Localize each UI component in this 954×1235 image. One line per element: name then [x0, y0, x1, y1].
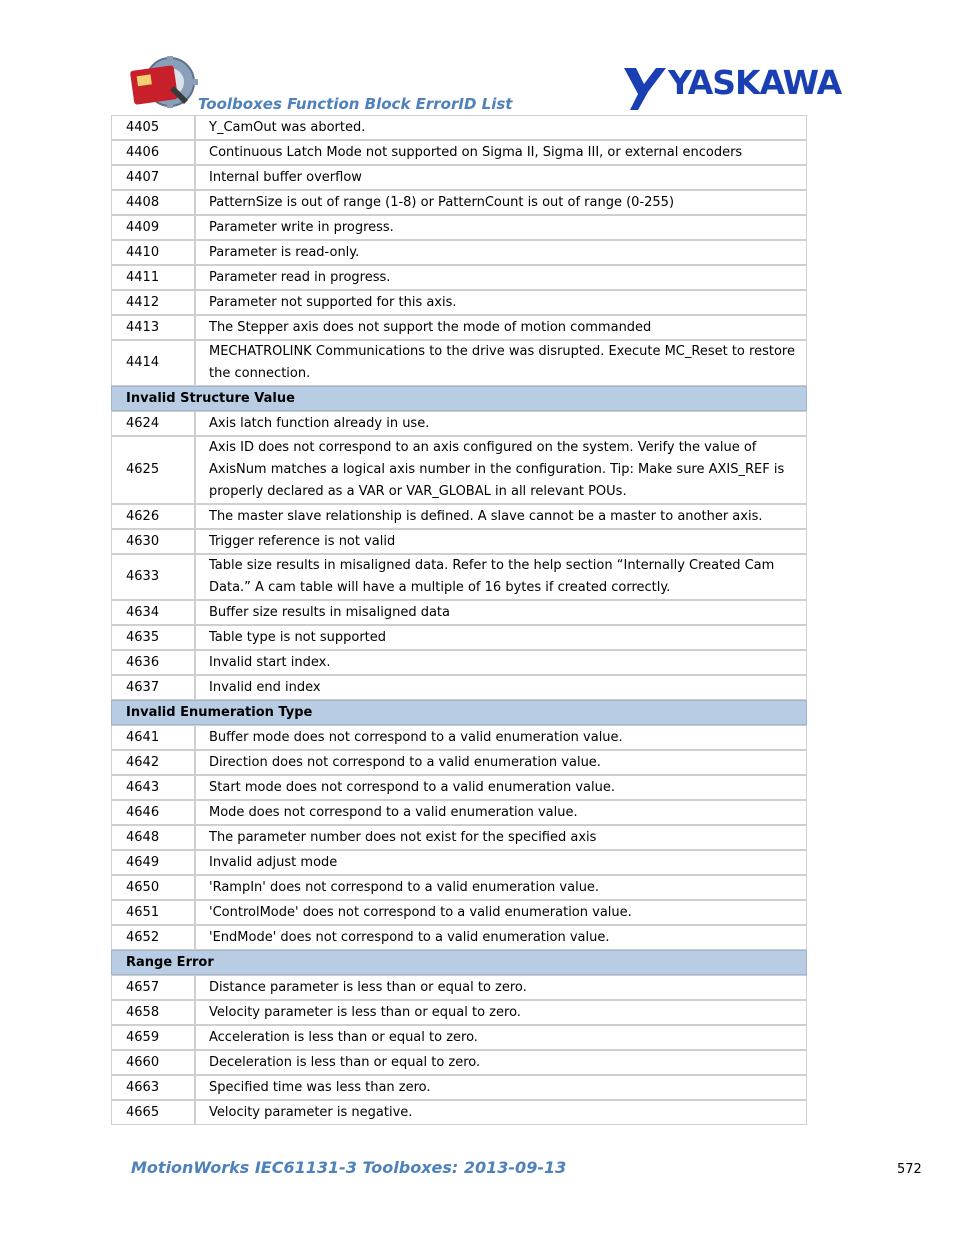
error-description: Parameter is read-only. — [195, 240, 807, 265]
error-code: 4409 — [111, 215, 195, 240]
table-row — [111, 800, 807, 825]
error-code: 4407 — [111, 165, 195, 190]
error-description: Internal buffer overflow — [195, 165, 807, 190]
error-description: Specified time was less than zero. — [195, 1075, 807, 1100]
error-code: 4406 — [111, 140, 195, 165]
toolbox-logo-icon — [128, 56, 200, 112]
error-code: 4636 — [111, 650, 195, 675]
yaskawa-mark-icon — [622, 66, 668, 112]
error-code: 4649 — [111, 850, 195, 875]
table-row — [111, 900, 807, 925]
error-description: 'ControlMode' does not correspond to a valid enumeration value. — [195, 900, 807, 925]
yaskawa-logo — [622, 63, 844, 112]
table-row — [111, 650, 807, 675]
error-code: 4648 — [111, 825, 195, 850]
error-description: Buffer mode does not correspond to a valid enumeration value. — [195, 725, 807, 750]
error-code: 4408 — [111, 190, 195, 215]
error-description: Velocity parameter is less than or equal to zero. — [195, 1000, 807, 1025]
page-header-title: Toolboxes Function Block ErrorID List — [198, 95, 513, 113]
table-row — [111, 825, 807, 850]
error-description: Trigger reference is not valid — [195, 529, 807, 554]
section-header-row — [111, 386, 807, 411]
error-description: Invalid end index — [195, 675, 807, 700]
table-row — [111, 1000, 807, 1025]
error-description: 'EndMode' does not correspond to a valid enumeration value. — [195, 925, 807, 950]
error-description: Table size results in misaligned data. Refer to the help section “Internally Created Cam Data.” A cam table will have a multiple of 16 bytes if created correctly. — [195, 554, 807, 600]
error-description: Continuous Latch Mode not supported on Sigma II, Sigma III, or external encoders — [195, 140, 807, 165]
table-row — [111, 340, 807, 386]
error-code: 4658 — [111, 1000, 195, 1025]
error-code: 4657 — [111, 975, 195, 1000]
error-description: Distance parameter is less than or equal to zero. — [195, 975, 807, 1000]
error-description: The Stepper axis does not support the mode of motion commanded — [195, 315, 807, 340]
error-code: 4411 — [111, 265, 195, 290]
error-description: Direction does not correspond to a valid enumeration value. — [195, 750, 807, 775]
error-code: 4624 — [111, 411, 195, 436]
error-code: 4625 — [111, 436, 195, 504]
error-code: 4405 — [111, 115, 195, 140]
error-description: The master slave relationship is defined. A slave cannot be a master to another axis. — [195, 504, 807, 529]
table-row — [111, 1100, 807, 1125]
error-code: 4651 — [111, 900, 195, 925]
page-number: 572 — [897, 1162, 922, 1177]
error-description: 'RampIn' does not correspond to a valid enumeration value. — [195, 875, 807, 900]
error-code: 4663 — [111, 1075, 195, 1100]
table-row — [111, 1075, 807, 1100]
table-row — [111, 504, 807, 529]
table-row — [111, 411, 807, 436]
error-description: Table type is not supported — [195, 625, 807, 650]
table-row — [111, 140, 807, 165]
error-code: 4635 — [111, 625, 195, 650]
section-header-row — [111, 700, 807, 725]
error-code: 4652 — [111, 925, 195, 950]
table-row — [111, 554, 807, 600]
error-description: MECHATROLINK Communications to the drive was disrupted. Execute MC_Reset to restore the connection. — [195, 340, 807, 386]
table-row — [111, 1050, 807, 1075]
table-row — [111, 190, 807, 215]
table-row — [111, 725, 807, 750]
error-description: Start mode does not correspond to a valid enumeration value. — [195, 775, 807, 800]
error-description: Mode does not correspond to a valid enumeration value. — [195, 800, 807, 825]
error-description: Deceleration is less than or equal to zero. — [195, 1050, 807, 1075]
error-code: 4412 — [111, 290, 195, 315]
error-code: 4643 — [111, 775, 195, 800]
table-row — [111, 1025, 807, 1050]
table-row — [111, 775, 807, 800]
table-row — [111, 625, 807, 650]
error-description: PatternSize is out of range (1-8) or PatternCount is out of range (0-255) — [195, 190, 807, 215]
error-description: Parameter read in progress. — [195, 265, 807, 290]
error-code: 4637 — [111, 675, 195, 700]
error-code: 4410 — [111, 240, 195, 265]
error-code: 4642 — [111, 750, 195, 775]
table-row — [111, 850, 807, 875]
error-code: 4641 — [111, 725, 195, 750]
table-row — [111, 240, 807, 265]
error-description: Y_CamOut was aborted. — [195, 115, 807, 140]
table-row — [111, 315, 807, 340]
table-row — [111, 925, 807, 950]
table-row — [111, 875, 807, 900]
section-label: Range Error — [111, 950, 807, 975]
error-code: 4646 — [111, 800, 195, 825]
error-code: 4633 — [111, 554, 195, 600]
section-header-row — [111, 950, 807, 975]
error-description: Invalid adjust mode — [195, 850, 807, 875]
table-row — [111, 436, 807, 504]
error-code: 4659 — [111, 1025, 195, 1050]
footer-title: MotionWorks IEC61131-3 Toolboxes: 2013-09-13 — [131, 1158, 567, 1177]
error-code: 4630 — [111, 529, 195, 554]
error-description: Axis latch function already in use. — [195, 411, 807, 436]
error-table — [111, 115, 807, 1125]
table-row — [111, 600, 807, 625]
section-label: Invalid Enumeration Type — [111, 700, 807, 725]
error-description: Axis ID does not correspond to an axis configured on the system. Verify the value of AxisNum matches a logical axis number in the configuration. Tip: Make sure AXIS_REF is properly declared as a VAR or VAR_GLOBAL in all relevant POUs. — [195, 436, 807, 504]
table-row — [111, 750, 807, 775]
error-description: The parameter number does not exist for the specified axis — [195, 825, 807, 850]
error-description: Parameter not supported for this axis. — [195, 290, 807, 315]
section-label: Invalid Structure Value — [111, 386, 807, 411]
error-code: 4650 — [111, 875, 195, 900]
error-description: Velocity parameter is negative. — [195, 1100, 807, 1125]
table-row — [111, 115, 807, 140]
error-code: 4634 — [111, 600, 195, 625]
error-code: 4660 — [111, 1050, 195, 1075]
brand-name: YASKAWA — [668, 63, 842, 102]
error-description: Acceleration is less than or equal to zero. — [195, 1025, 807, 1050]
table-row — [111, 265, 807, 290]
error-code: 4413 — [111, 315, 195, 340]
table-row — [111, 975, 807, 1000]
error-code: 4414 — [111, 340, 195, 386]
error-description: Invalid start index. — [195, 650, 807, 675]
table-row — [111, 675, 807, 700]
table-row — [111, 529, 807, 554]
error-code: 4665 — [111, 1100, 195, 1125]
table-row — [111, 165, 807, 190]
table-row — [111, 290, 807, 315]
error-description: Buffer size results in misaligned data — [195, 600, 807, 625]
error-code: 4626 — [111, 504, 195, 529]
table-row — [111, 215, 807, 240]
error-description: Parameter write in progress. — [195, 215, 807, 240]
